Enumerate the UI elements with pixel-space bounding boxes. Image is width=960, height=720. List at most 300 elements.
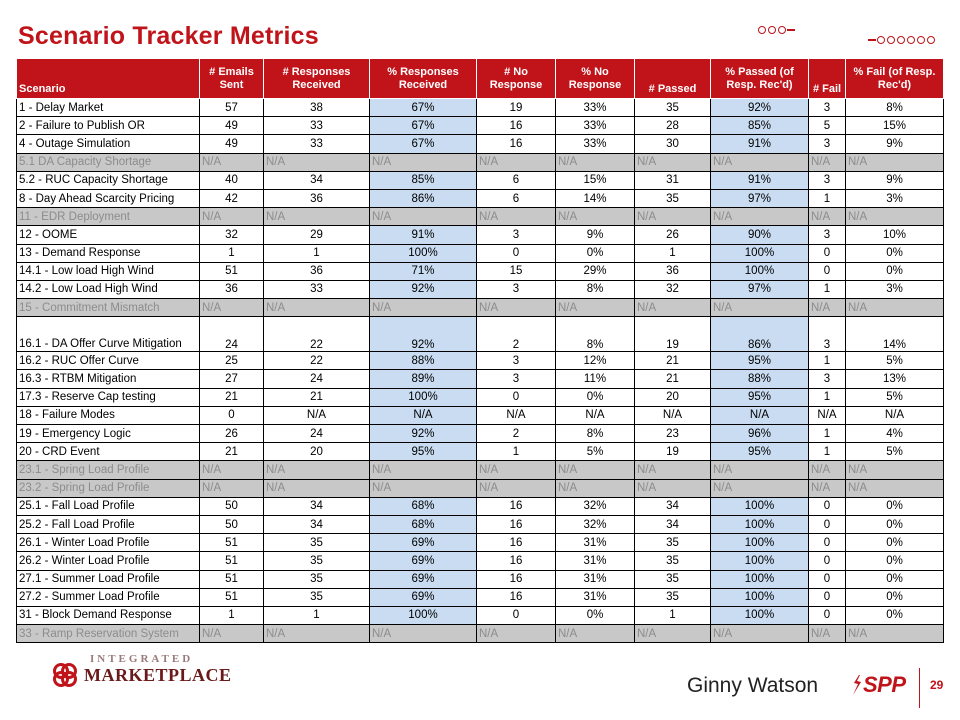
- metric-cell: 8%: [556, 425, 635, 443]
- table-row: [17, 117, 944, 135]
- metric-cell: 0%: [556, 244, 635, 262]
- metric-cell: N/A: [370, 461, 477, 479]
- metric-cell: 51: [200, 570, 264, 588]
- metric-cell: 32%: [556, 497, 635, 515]
- scenario-name-cell: 18 - Failure Modes: [17, 406, 200, 424]
- scenario-name-cell: 23.1 - Spring Load Profile: [17, 461, 200, 479]
- metric-cell: N/A: [635, 479, 711, 497]
- metric-cell: 5%: [846, 352, 944, 370]
- scenario-name-cell: 16.3 - RTBM Mitigation: [17, 370, 200, 388]
- metric-cell: 100%: [711, 606, 809, 624]
- metric-cell: 3: [477, 280, 556, 298]
- table-row: [17, 606, 944, 624]
- metric-cell: 1: [809, 388, 846, 406]
- metric-cell: 31%: [556, 552, 635, 570]
- metric-cell: 86%: [711, 317, 809, 352]
- metric-cell: N/A: [809, 479, 846, 497]
- metric-cell: N/A: [556, 208, 635, 226]
- metric-cell: 16: [477, 117, 556, 135]
- footer-divider: [919, 668, 920, 708]
- metric-cell: 8%: [846, 99, 944, 117]
- metric-cell: N/A: [809, 625, 846, 643]
- metric-cell: 100%: [711, 244, 809, 262]
- metric-cell: 20: [264, 443, 370, 461]
- column-header: % No Response: [556, 59, 635, 99]
- metric-cell: 21: [635, 352, 711, 370]
- page-title: Scenario Tracker Metrics: [18, 22, 319, 50]
- scenario-name-cell: 33 - Ramp Reservation System: [17, 625, 200, 643]
- table-row: [17, 570, 944, 588]
- decorative-dots-icon: [868, 36, 936, 44]
- spp-logo-icon: [851, 674, 863, 696]
- metric-cell: 19: [635, 443, 711, 461]
- metric-cell: 9%: [846, 135, 944, 153]
- metric-cell: 5%: [846, 388, 944, 406]
- metric-cell: 3: [809, 226, 846, 244]
- metric-cell: N/A: [556, 479, 635, 497]
- scenario-name-cell: 26.2 - Winter Load Profile: [17, 552, 200, 570]
- metric-cell: 35: [264, 552, 370, 570]
- metric-cell: 1: [200, 244, 264, 262]
- metric-cell: N/A: [264, 479, 370, 497]
- metric-cell: 16: [477, 497, 556, 515]
- metric-cell: 1: [809, 189, 846, 207]
- metric-cell: N/A: [200, 208, 264, 226]
- metric-cell: 67%: [370, 99, 477, 117]
- table-row: [17, 534, 944, 552]
- metric-cell: 91%: [370, 226, 477, 244]
- metric-cell: N/A: [556, 461, 635, 479]
- table-row: [17, 515, 944, 533]
- scenario-name-cell: 5.1 DA Capacity Shortage: [17, 153, 200, 171]
- table-row: [17, 352, 944, 370]
- metric-cell: N/A: [846, 208, 944, 226]
- metric-cell: 0: [809, 534, 846, 552]
- metric-cell: 8%: [556, 280, 635, 298]
- metric-cell: 68%: [370, 497, 477, 515]
- decorative-dots-icon: [757, 26, 795, 34]
- metric-cell: N/A: [556, 406, 635, 424]
- metric-cell: 0%: [846, 262, 944, 280]
- metric-cell: N/A: [711, 299, 809, 317]
- metric-cell: 10%: [846, 226, 944, 244]
- metric-cell: 35: [264, 588, 370, 606]
- scenario-name-cell: 8 - Day Ahead Scarcity Pricing: [17, 189, 200, 207]
- metric-cell: 25: [200, 352, 264, 370]
- marketplace-logo-icon: [52, 662, 78, 688]
- metrics-table: [16, 58, 944, 643]
- column-header: % Passed (of Resp. Rec'd): [711, 59, 809, 99]
- metric-cell: 0: [809, 515, 846, 533]
- metric-cell: 0%: [846, 497, 944, 515]
- metric-cell: 0: [809, 588, 846, 606]
- table-row: [17, 208, 944, 226]
- metric-cell: 0: [809, 552, 846, 570]
- metric-cell: 9%: [556, 226, 635, 244]
- metric-cell: N/A: [556, 153, 635, 171]
- scenario-name-cell: 17.3 - Reserve Cap testing: [17, 388, 200, 406]
- metric-cell: 28: [635, 117, 711, 135]
- metric-cell: 0: [477, 388, 556, 406]
- metric-cell: N/A: [809, 406, 846, 424]
- page-number: 29: [930, 678, 944, 692]
- metric-cell: 35: [264, 570, 370, 588]
- scenario-name-cell: 26.1 - Winter Load Profile: [17, 534, 200, 552]
- metric-cell: N/A: [477, 299, 556, 317]
- metric-cell: 0%: [846, 552, 944, 570]
- metric-cell: 0%: [556, 388, 635, 406]
- metric-cell: 85%: [711, 117, 809, 135]
- metric-cell: 40: [200, 171, 264, 189]
- scenario-name-cell: 16.2 - RUC Offer Curve: [17, 352, 200, 370]
- metric-cell: 51: [200, 552, 264, 570]
- metric-cell: N/A: [809, 461, 846, 479]
- metric-cell: 0: [200, 406, 264, 424]
- metric-cell: 20: [635, 388, 711, 406]
- table-row: [17, 625, 944, 643]
- scenario-name-cell: 4 - Outage Simulation: [17, 135, 200, 153]
- table-row: [17, 425, 944, 443]
- metric-cell: N/A: [711, 479, 809, 497]
- metric-cell: 11%: [556, 370, 635, 388]
- metric-cell: 27: [200, 370, 264, 388]
- column-header: % Responses Received: [370, 59, 477, 99]
- metric-cell: N/A: [264, 208, 370, 226]
- metric-cell: 36: [200, 280, 264, 298]
- metric-cell: 92%: [711, 99, 809, 117]
- scenario-name-cell: 15 - Commitment Mismatch: [17, 299, 200, 317]
- table-row: [17, 299, 944, 317]
- table-row: [17, 461, 944, 479]
- metric-cell: 23: [635, 425, 711, 443]
- metric-cell: N/A: [635, 625, 711, 643]
- metric-cell: 71%: [370, 262, 477, 280]
- metric-cell: 33: [264, 280, 370, 298]
- table-row: [17, 280, 944, 298]
- table-row: [17, 244, 944, 262]
- metric-cell: 33%: [556, 99, 635, 117]
- metric-cell: 91%: [711, 135, 809, 153]
- table-row: [17, 317, 944, 352]
- metric-cell: 51: [200, 534, 264, 552]
- metric-cell: 9%: [846, 171, 944, 189]
- metric-cell: 0: [477, 606, 556, 624]
- scenario-name-cell: 27.1 - Summer Load Profile: [17, 570, 200, 588]
- metric-cell: 0: [809, 570, 846, 588]
- metric-cell: 36: [264, 262, 370, 280]
- metric-cell: 26: [635, 226, 711, 244]
- metric-cell: N/A: [635, 208, 711, 226]
- metric-cell: N/A: [846, 625, 944, 643]
- metric-cell: 2: [477, 425, 556, 443]
- metric-cell: 34: [264, 515, 370, 533]
- metric-cell: 24: [200, 317, 264, 352]
- metric-cell: 29: [264, 226, 370, 244]
- scenario-name-cell: 14.2 - Low Load High Wind: [17, 280, 200, 298]
- column-header: Scenario: [17, 59, 200, 99]
- metric-cell: 34: [635, 515, 711, 533]
- metric-cell: 100%: [711, 534, 809, 552]
- metric-cell: 100%: [370, 244, 477, 262]
- metric-cell: 88%: [370, 352, 477, 370]
- spp-logo: [851, 672, 906, 698]
- metric-cell: 35: [635, 99, 711, 117]
- scenario-name-cell: 1 - Delay Market: [17, 99, 200, 117]
- scenario-name-cell: 23.2 - Spring Load Profile: [17, 479, 200, 497]
- metric-cell: 96%: [711, 425, 809, 443]
- metric-cell: N/A: [477, 625, 556, 643]
- metric-cell: 36: [264, 189, 370, 207]
- metric-cell: 19: [477, 99, 556, 117]
- metric-cell: 57: [200, 99, 264, 117]
- metric-cell: 100%: [370, 606, 477, 624]
- metric-cell: 3: [809, 135, 846, 153]
- metric-cell: N/A: [635, 299, 711, 317]
- metric-cell: 0%: [846, 606, 944, 624]
- metric-cell: 100%: [711, 570, 809, 588]
- metric-cell: 95%: [711, 388, 809, 406]
- metric-cell: 1: [200, 606, 264, 624]
- metric-cell: N/A: [477, 153, 556, 171]
- metric-cell: N/A: [846, 479, 944, 497]
- metric-cell: 16: [477, 552, 556, 570]
- metric-cell: 22: [264, 352, 370, 370]
- metric-cell: N/A: [711, 625, 809, 643]
- scenario-name-cell: 20 - CRD Event: [17, 443, 200, 461]
- metric-cell: 34: [635, 497, 711, 515]
- metric-cell: 100%: [711, 497, 809, 515]
- metric-cell: 35: [635, 570, 711, 588]
- metric-cell: N/A: [711, 153, 809, 171]
- metric-cell: 21: [264, 388, 370, 406]
- metric-cell: 0%: [556, 606, 635, 624]
- metric-cell: 5: [809, 117, 846, 135]
- metric-cell: 51: [200, 262, 264, 280]
- metric-cell: N/A: [477, 479, 556, 497]
- table-row: [17, 588, 944, 606]
- metric-cell: 16: [477, 570, 556, 588]
- column-header: # Emails Sent: [200, 59, 264, 99]
- metric-cell: 1: [635, 244, 711, 262]
- metric-cell: 35: [635, 588, 711, 606]
- metric-cell: N/A: [711, 406, 809, 424]
- metric-cell: 5%: [846, 443, 944, 461]
- metric-cell: 3: [809, 370, 846, 388]
- metric-cell: 49: [200, 117, 264, 135]
- metric-cell: 67%: [370, 117, 477, 135]
- metric-cell: 100%: [711, 588, 809, 606]
- metric-cell: N/A: [635, 461, 711, 479]
- metric-cell: 0%: [846, 570, 944, 588]
- table-row: [17, 135, 944, 153]
- metric-cell: 3: [477, 226, 556, 244]
- metric-cell: N/A: [809, 299, 846, 317]
- table-row: [17, 497, 944, 515]
- metric-cell: 1: [635, 606, 711, 624]
- metric-cell: 1: [264, 606, 370, 624]
- metric-cell: 21: [635, 370, 711, 388]
- metric-cell: 6: [477, 189, 556, 207]
- metric-cell: 29%: [556, 262, 635, 280]
- metric-cell: 13%: [846, 370, 944, 388]
- metric-cell: N/A: [809, 208, 846, 226]
- metric-cell: N/A: [477, 461, 556, 479]
- metric-cell: 90%: [711, 226, 809, 244]
- metric-cell: 15%: [556, 171, 635, 189]
- metric-cell: 36: [635, 262, 711, 280]
- metric-cell: 95%: [711, 443, 809, 461]
- metric-cell: 33: [264, 117, 370, 135]
- column-header: # Fail: [809, 59, 846, 99]
- metric-cell: 69%: [370, 552, 477, 570]
- metric-cell: 69%: [370, 588, 477, 606]
- metric-cell: 69%: [370, 534, 477, 552]
- metric-cell: 31%: [556, 570, 635, 588]
- metric-cell: 4%: [846, 425, 944, 443]
- metric-cell: N/A: [264, 153, 370, 171]
- metric-cell: 92%: [370, 317, 477, 352]
- metric-cell: N/A: [200, 299, 264, 317]
- metric-cell: 3: [809, 171, 846, 189]
- scenario-name-cell: 14.1 - Low load High Wind: [17, 262, 200, 280]
- metric-cell: 31%: [556, 534, 635, 552]
- table-row: [17, 370, 944, 388]
- metric-cell: 50: [200, 515, 264, 533]
- metric-cell: 35: [264, 534, 370, 552]
- metric-cell: 69%: [370, 570, 477, 588]
- metric-cell: 100%: [370, 388, 477, 406]
- metric-cell: 16: [477, 135, 556, 153]
- metric-cell: 31: [635, 171, 711, 189]
- metric-cell: N/A: [711, 208, 809, 226]
- metric-cell: 50: [200, 497, 264, 515]
- metric-cell: 24: [264, 370, 370, 388]
- metric-cell: 8%: [556, 317, 635, 352]
- metric-cell: 0%: [846, 515, 944, 533]
- metric-cell: 35: [635, 534, 711, 552]
- metric-cell: 15: [477, 262, 556, 280]
- metric-cell: 33%: [556, 117, 635, 135]
- metric-cell: 1: [809, 443, 846, 461]
- logo-main-text: MARKETPLACE: [84, 664, 232, 685]
- metric-cell: N/A: [846, 461, 944, 479]
- column-header: # Passed: [635, 59, 711, 99]
- metric-cell: 32: [635, 280, 711, 298]
- table-row: [17, 226, 944, 244]
- table-row: [17, 189, 944, 207]
- metric-cell: 31%: [556, 588, 635, 606]
- metric-cell: 35: [635, 189, 711, 207]
- metric-cell: 67%: [370, 135, 477, 153]
- metric-cell: N/A: [556, 299, 635, 317]
- table-row: [17, 153, 944, 171]
- metric-cell: N/A: [264, 625, 370, 643]
- metric-cell: 15%: [846, 117, 944, 135]
- table-row: [17, 262, 944, 280]
- metric-cell: N/A: [711, 461, 809, 479]
- metric-cell: 3%: [846, 189, 944, 207]
- metric-cell: 14%: [556, 189, 635, 207]
- metric-cell: N/A: [264, 299, 370, 317]
- presenter-name: Ginny Watson: [687, 674, 819, 697]
- metric-cell: 0: [809, 606, 846, 624]
- metric-cell: N/A: [264, 461, 370, 479]
- metric-cell: 12%: [556, 352, 635, 370]
- table-row: [17, 406, 944, 424]
- scenario-name-cell: 19 - Emergency Logic: [17, 425, 200, 443]
- metric-cell: 1: [477, 443, 556, 461]
- metric-cell: N/A: [556, 625, 635, 643]
- metric-cell: 51: [200, 588, 264, 606]
- metric-cell: 0%: [846, 588, 944, 606]
- scenario-name-cell: 12 - OOME: [17, 226, 200, 244]
- metric-cell: 95%: [370, 443, 477, 461]
- marketplace-logo: [52, 653, 232, 688]
- metric-cell: 33%: [556, 135, 635, 153]
- table-row: [17, 171, 944, 189]
- metric-cell: 100%: [711, 262, 809, 280]
- metric-cell: 91%: [711, 171, 809, 189]
- metric-cell: 32%: [556, 515, 635, 533]
- table-row: [17, 479, 944, 497]
- scenario-name-cell: 27.2 - Summer Load Profile: [17, 588, 200, 606]
- metric-cell: N/A: [635, 406, 711, 424]
- metric-cell: N/A: [370, 479, 477, 497]
- metric-cell: N/A: [635, 153, 711, 171]
- metric-cell: 16: [477, 588, 556, 606]
- metric-cell: 38: [264, 99, 370, 117]
- metric-cell: 0%: [846, 534, 944, 552]
- metric-cell: 34: [264, 497, 370, 515]
- metric-cell: 97%: [711, 280, 809, 298]
- metric-cell: 33: [264, 135, 370, 153]
- metric-cell: 3: [809, 317, 846, 352]
- spp-logo-text: SPP: [863, 672, 906, 697]
- metric-cell: 34: [264, 171, 370, 189]
- table-body: [17, 99, 944, 643]
- metric-cell: N/A: [370, 153, 477, 171]
- metric-cell: N/A: [200, 625, 264, 643]
- scenario-name-cell: 11 - EDR Deployment: [17, 208, 200, 226]
- metric-cell: 86%: [370, 189, 477, 207]
- scenario-name-cell: 31 - Block Demand Response: [17, 606, 200, 624]
- metric-cell: 100%: [711, 515, 809, 533]
- metric-cell: 21: [200, 388, 264, 406]
- metric-cell: N/A: [846, 153, 944, 171]
- logo-top-text: INTEGRATED: [90, 653, 194, 665]
- scenario-name-cell: 5.2 - RUC Capacity Shortage: [17, 171, 200, 189]
- metric-cell: 97%: [711, 189, 809, 207]
- metric-cell: N/A: [200, 153, 264, 171]
- metric-cell: N/A: [846, 299, 944, 317]
- metric-cell: 42: [200, 189, 264, 207]
- metric-cell: 1: [264, 244, 370, 262]
- scenario-name-cell: 16.1 - DA Offer Curve Mitigation: [17, 317, 200, 352]
- metric-cell: N/A: [264, 406, 370, 424]
- metric-cell: N/A: [370, 208, 477, 226]
- metric-cell: N/A: [477, 208, 556, 226]
- metric-cell: 92%: [370, 280, 477, 298]
- metric-cell: 95%: [711, 352, 809, 370]
- metric-cell: 49: [200, 135, 264, 153]
- metric-cell: 16: [477, 534, 556, 552]
- table-row: [17, 99, 944, 117]
- metric-cell: 14%: [846, 317, 944, 352]
- metric-cell: N/A: [846, 406, 944, 424]
- metric-cell: 0: [809, 497, 846, 515]
- scenario-name-cell: 2 - Failure to Publish OR: [17, 117, 200, 135]
- metric-cell: 0: [809, 244, 846, 262]
